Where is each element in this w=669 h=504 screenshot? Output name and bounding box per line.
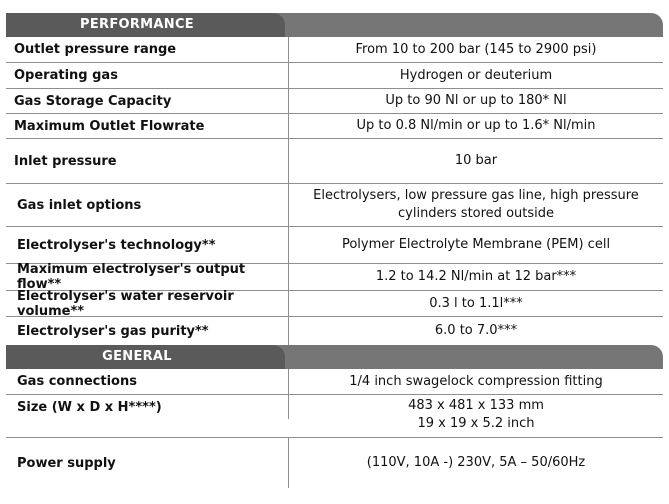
section-header-performance — [6, 13, 663, 37]
row-label: Maximum electrolyser's output flow** — [6, 264, 289, 290]
row-value — [289, 89, 663, 113]
table-row — [6, 227, 663, 264]
row-value — [289, 114, 663, 138]
value-line: 1/4 inch swagelock compression fitting — [349, 373, 603, 389]
value-line: From 10 to 200 bar (145 to 2900 psi) — [355, 41, 597, 57]
section-header-general — [6, 345, 663, 369]
row-value — [289, 227, 663, 263]
table-row — [6, 438, 663, 488]
value-line: Electrolysers, low pressure gas line, high pressure — [313, 188, 639, 203]
table-row — [6, 114, 663, 139]
row-value — [289, 264, 663, 290]
row-label: Electrolyser's gas purity** — [6, 317, 289, 345]
row-value — [289, 395, 663, 433]
value-line: 1.2 to 14.2 Nl/min at 12 bar*** — [375, 269, 577, 284]
row-value — [289, 438, 663, 488]
row-label: Gas Storage Capacity — [6, 89, 289, 113]
table-row — [6, 139, 663, 184]
row-label: Outlet pressure range — [6, 37, 289, 62]
row-label: Electrolyser's water reservoir volume** — [6, 291, 289, 316]
value-line: Up to 0.8 Nl/min or up to 1.6* Nl/min — [356, 118, 596, 133]
value-line: Hydrogen or deuterium — [399, 67, 553, 83]
value-line: Polymer Electrolyte Membrane (PEM) cell — [341, 237, 611, 252]
general-table — [6, 369, 663, 488]
table-row — [6, 63, 663, 89]
row-value — [289, 37, 663, 62]
row-label: Size (W x D x H****) — [6, 395, 289, 419]
value-line: cylinders stored outside — [398, 206, 554, 221]
row-label: Gas connections — [6, 369, 289, 394]
value-line: 10 bar — [454, 153, 498, 168]
row-label: Operating gas — [6, 63, 289, 88]
row-value — [289, 184, 663, 226]
row-value — [289, 63, 663, 88]
spec-sheet — [6, 13, 663, 488]
table-row — [6, 317, 663, 345]
table-row — [6, 369, 663, 395]
table-row — [6, 288, 663, 319]
section-title: PERFORMANCE — [80, 17, 194, 32]
value-line: 6.0 to 7.0*** — [434, 323, 518, 338]
value-line: 0.3 l to 1.1l*** — [429, 295, 523, 311]
table-row — [6, 89, 663, 114]
value-line: 483 x 481 x 133 mm — [408, 398, 544, 413]
row-label: Power supply — [6, 438, 289, 488]
row-label: Electrolyser's technology** — [6, 227, 289, 263]
table-row — [6, 37, 663, 63]
value-line: Up to 90 Nl or up to 180* Nl — [385, 93, 567, 108]
row-label: Maximum Outlet Flowrate — [6, 114, 289, 138]
table-row — [6, 184, 663, 227]
value-line: 19 x 19 x 5.2 inch — [417, 416, 535, 431]
row-value — [289, 139, 663, 183]
section-title: GENERAL — [102, 349, 172, 364]
value-line: (110V, 10A -) 230V, 5A – 50/60Hz — [366, 455, 586, 470]
row-label: Inlet pressure — [6, 139, 289, 183]
table-row — [6, 395, 663, 438]
row-label: Gas inlet options — [6, 184, 289, 226]
row-value — [289, 317, 663, 345]
row-value — [289, 291, 663, 316]
performance-table — [6, 37, 663, 345]
table-row — [6, 264, 663, 291]
row-value — [289, 369, 663, 394]
